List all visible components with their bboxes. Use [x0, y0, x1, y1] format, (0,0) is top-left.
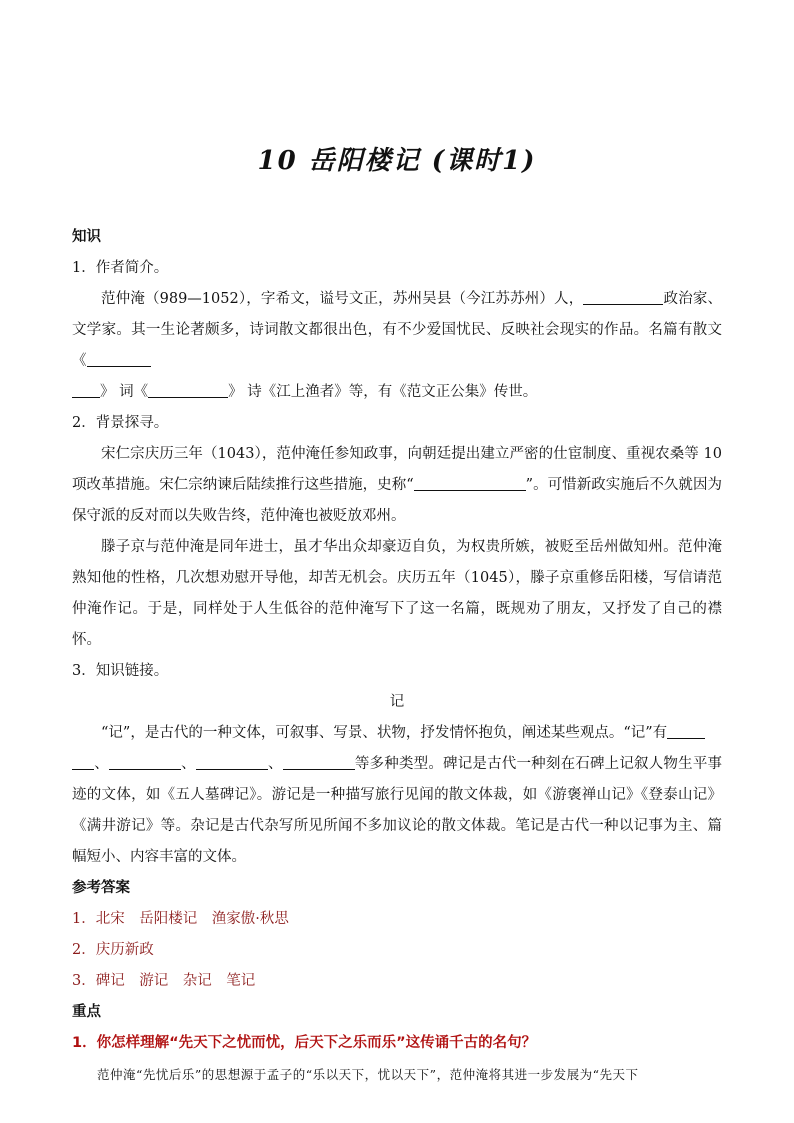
section-answers-heading: 参考答案: [72, 880, 130, 896]
answer-1: 1．北宋 岳阳楼记 渔家傲·秋思: [72, 911, 289, 927]
blank-ci-title[interactable]: [148, 381, 228, 398]
blank-ji-type-4[interactable]: [283, 753, 355, 770]
item-2-heading: 2．背景探寻。: [72, 415, 169, 431]
section-key-heading: 重点: [72, 1004, 101, 1020]
blank-prose-title-part2[interactable]: [72, 381, 100, 398]
blank-dynasty[interactable]: [583, 288, 663, 305]
item-3-heading: 3．知识链接。: [72, 663, 169, 679]
page-title: 10 岳阳楼记 (课时1): [257, 146, 537, 176]
blank-ji-type-1b[interactable]: [72, 753, 94, 770]
ji-subtitle: 记: [389, 694, 405, 710]
paragraph-background-2: 滕子京与范仲淹是同年进士，虽才华出众却豪迈自负，为权贵所嫉，被贬至岳州做知州。范仲淹熟知他的性格，几次想劝慰开导他，却苦无机会。庆历五年（1045），滕子京重修岳阳楼，写信请范仲淹作记。于是，同样处于人生低谷的范仲淹写下了这一名篇，既规劝了朋友，又抒发了自己的襟怀。: [72, 539, 722, 648]
document-body: [72, 222, 722, 1090]
blank-ji-type-1a[interactable]: [667, 722, 705, 739]
paragraph-author-bio: 范仲淹（989—1052），字希文，谥号文正，苏州吴县（今江苏苏州）人， 政治家、文学家。其一生论著颇多，诗词散文都很出色，有不少爱国忧民、反映社会现实的作品。名篇有散文《 》 词《 》 诗《江上渔者》等，有《范文正公集》传世。: [72, 284, 722, 408]
item-1-heading: 1．作者简介。: [72, 260, 169, 276]
blank-prose-title-part1[interactable]: [87, 350, 151, 367]
answer-3: 3．碑记 游记 杂记 笔记: [72, 973, 256, 989]
blank-ji-type-2[interactable]: [109, 753, 181, 770]
answer-2: 2．庆历新政: [72, 942, 154, 958]
paragraph-ji-genre: “记”，是古代的一种文体，可叙事、写景、状物，抒发情怀抱负，阐述某些观点。“记”有 、 、 、 等多种类型。碑记是古代一种刻在石碑上记叙人物生平事迹的文体，如《五人墓碑记》。游记是一种描写旅行见闻的散文体裁，如《游褒禅山记》《登泰山记》《满井游记》等。杂记是古代杂写所见所闻不多加议论的散文体裁。笔记是古代一种以记事为主、篇幅短小、内容丰富的文体。: [72, 718, 722, 873]
paragraph-background-1: 宋仁宗庆历三年（1043），范仲淹任参知政事，向朝廷提出建立严密的仕宦制度、重视农桑等 10 项改革措施。宋仁宗纳谏后陆续推行这些措施，史称“ ”。可惜新政实施后不久就因为保守派的反对而以失败告终，范仲淹也被贬放邓州。: [72, 446, 723, 524]
key-question-1: 1．你怎样理解“先天下之忧而忧，后天下之乐而乐”这传诵千古的名句？: [72, 1035, 537, 1051]
section-knowledge-heading: 知识: [72, 229, 101, 245]
blank-ji-type-3[interactable]: [196, 753, 268, 770]
blank-reform-name[interactable]: [414, 474, 526, 491]
paragraph-key-answer: 范仲淹“先忧后乐”的思想源于孟子的“乐以天下，忧以天下”，范仲淹将其进一步发展为“先天下: [97, 1067, 639, 1082]
